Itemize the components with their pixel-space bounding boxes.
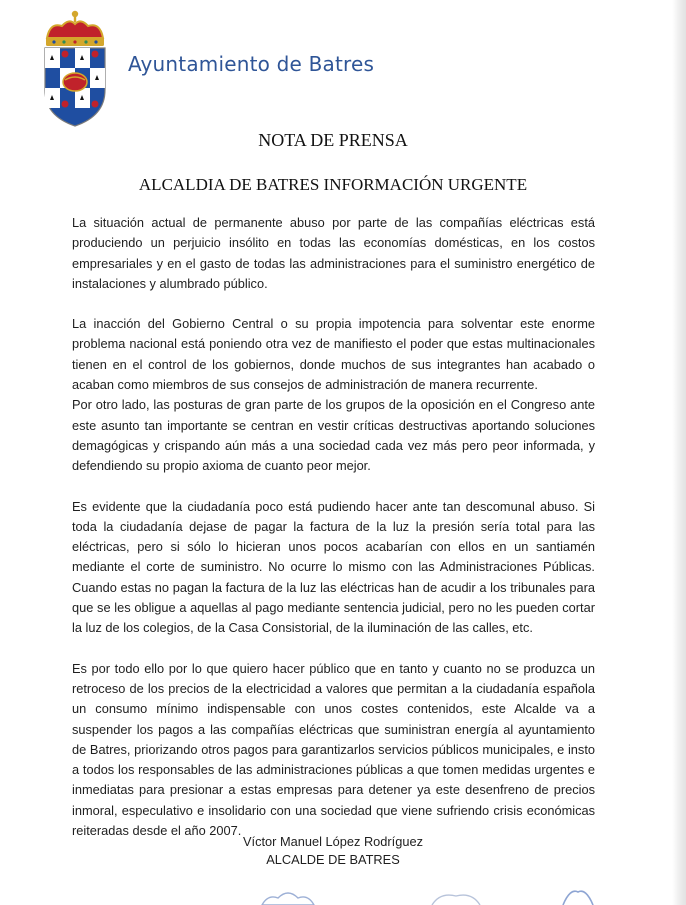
signature-name: Víctor Manuel López Rodríguez	[243, 834, 423, 849]
document-title: NOTA DE PRENSA	[258, 130, 408, 150]
page-edge-shadow	[672, 0, 686, 905]
paragraph: Es evidente que la ciudadanía poco está pudiendo hacer ante tan descomunal abuso. Si toda la ciudadanía dejase de pagar la factura de la luz la presión sería total para las eléctricas, pero si sólo lo hicieran unos pocos acabarían con ellos en un santiamén mediante el corte de suministro. No ocurre lo mismo con las Administraciones Públicas. Cuando estas no pagan la factura de la luz las eléctricas han de acudir a los tribunales para que se les obligue a aquellas al pago mediante sentencia judicial, pero no les pueden cortar la luz de los colegios, de la Casa Consistorial, de la iluminación de las calles, etc.	[72, 498, 595, 636]
signature-role: ALCALDE DE BATRES	[266, 852, 400, 867]
organization-name: Ayuntamiento de Batres	[128, 52, 375, 76]
paragraph: Es por todo ello por lo que quiero hacer público que en tanto y cuanto no se produzca un retroceso de los precios de la electricidad a valores que permitan a la ciudadanía española un consumo mínimo indispensable con unos costes contenidos, este Alcalde va a suspender los pagos a las compañías eléctricas que suministran energía al ayuntamiento de Batres, priorizando otros pagos para garantizarlos servicios públicos municipales, e insto a todos los responsables de las administraciones públicas a que tomen medidas urgentes e inmediatas para presionar a estas empresas para detener ya este desenfreno de precios inmoral, especulativo e insolidario con una sociedad que viene sufriendo crisis económicas reiteradas desde el año 2007.	[72, 660, 595, 839]
footer-logo-icon	[428, 884, 484, 905]
footer-logo-icon	[258, 884, 318, 905]
paragraph: Por otro lado, las posturas de gran parte de los grupos de la oposición en el Congreso ante este asunto tan importante se centran en vestir críticas destructivas aportando soluciones demagógicas y crispando aún más a una sociedad cada vez más pero peor informada, y defendiendo su propio axioma de cuanto peor mejor.	[72, 397, 595, 474]
footer-logo-icon	[560, 884, 596, 905]
paragraph: La inacción del Gobierno Central o su propia impotencia para solventar este enorme problema nacional está poniendo otra vez de manifiesto el poder que estas multinacionales tienen en el control de los gobiernos, donde muchos de sus integrantes han acabado o acaban como miembros de sus consejos de administración de manera recurrente.	[72, 316, 595, 393]
document-headline: ALCALDIA DE BATRES INFORMACIÓN URGENTE	[138, 175, 528, 194]
coat-of-arms-icon	[42, 8, 108, 128]
document-body	[72, 213, 595, 841]
paragraph: La situación actual de permanente abuso por parte de las compañías eléctricas está produciendo un perjuicio insólito en todas las economías domésticas, en los costos empresariales y en el gasto de todas las administraciones para el suministro energético de instalaciones y alumbrado público.	[72, 215, 595, 291]
